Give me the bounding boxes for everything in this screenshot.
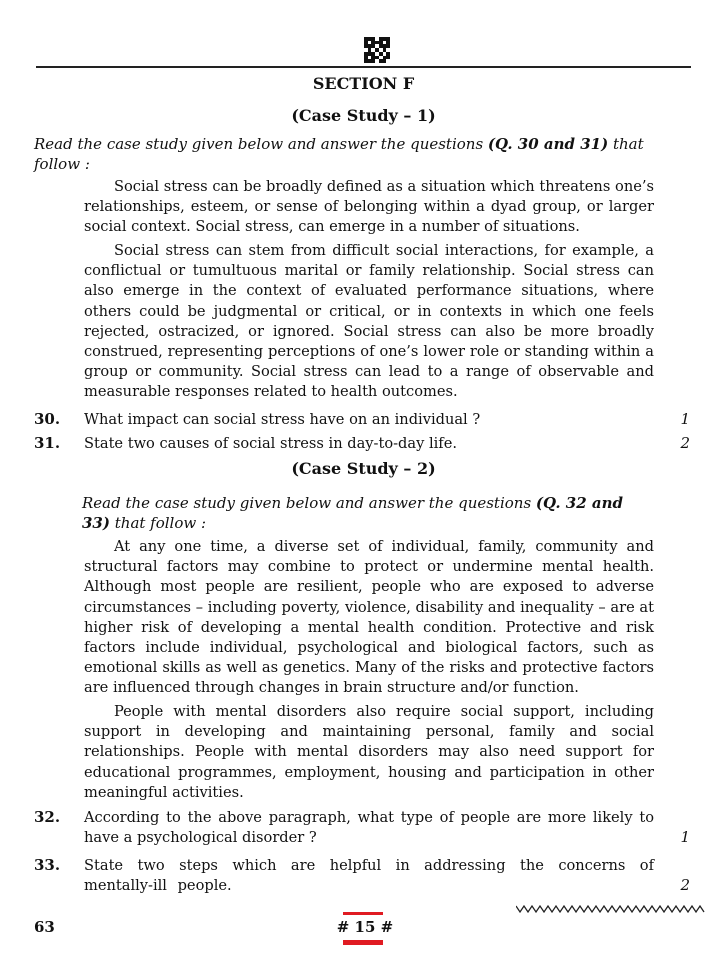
question-33-text: State two steps which are helpful in addressing the concerns of mentally-ill people. <box>84 857 654 894</box>
qr-code <box>364 37 390 63</box>
case2-heading: (Case Study – 2) <box>291 459 436 478</box>
case1-instruction-pre: Read the case study given below and answer the questions <box>34 135 488 153</box>
question-33-marks: 2 <box>680 876 690 894</box>
case2-instruction <box>82 493 656 533</box>
question-32-text: According to the above paragraph, what type of people are more likely to have a psychological disorder ? <box>84 809 654 846</box>
case1-paragraph-2-text: Social stress can stem from difficult social interactions, for example, a conflictual or tumultuous marital or family relationship. Social stress can also emerge in the context of evaluated performance situations, where others could be judgmental or critical, or in contexts in which one feels rejected, ostracized, or ignored. Social stress can also be more broadly construed, representing perceptions of one’s lower role or standing within a group or community. Social stress can lead to a range of observable and measurable responses related to health outcomes. <box>84 242 654 401</box>
case2-instruction-pre: Read the case study given below and answer the questions <box>82 494 536 512</box>
question-31-marks: 2 <box>680 434 690 452</box>
question-32-marks: 1 <box>680 828 690 846</box>
case1-paragraph-1 <box>84 177 654 238</box>
section-title: SECTION F <box>312 74 415 93</box>
case1-instruction-post: that follow : <box>34 135 644 173</box>
case2-paragraph-2-text: People with mental disorders also require social support, including support in developing and maintaining personal, family and social relationships. People with mental disorders may also need support for educational programmes, employment, housing and participation in other meaningful activities. <box>84 703 654 801</box>
question-32-number: 32. <box>34 808 61 826</box>
question-33-number: 33. <box>34 856 61 874</box>
wavy-line <box>516 906 704 912</box>
wavy-line-decoration <box>516 903 706 915</box>
page-number: # 15 # <box>336 918 394 936</box>
case1-paragraph-2 <box>84 241 654 403</box>
case1-heading: (Case Study – 1) <box>291 106 436 125</box>
question-30-number: 30. <box>34 410 61 428</box>
question-31-number: 31. <box>34 434 61 452</box>
case2-paragraph-1 <box>84 537 654 699</box>
case1-instruction <box>34 134 656 174</box>
case1-paragraph-1-text: Social stress can be broadly defined as a situation which threatens one’s relationships, esteem, or sense of belonging within a dyad group, or larger social context. Social stress, can emerge in a number of situations. <box>84 178 654 236</box>
top-rule <box>36 66 691 68</box>
case1-instruction-bold: (Q. 30 and 31) <box>487 135 609 153</box>
footer-red-bar-bottom <box>343 940 383 945</box>
case2-paragraph-1-text: At any one time, a diverse set of individual, family, community and structural factors may combine to protect or undermine mental health. Although most people are resilient, people who are exposed to adverse circumstances – including poverty, violence, disability and inequality – are at higher risk of developing a mental health condition. Protective and risk factors include individual, psychological and biological factors, such as emotional skills as well as genetics. Many of the risks and protective factors are influenced through changes in brain structure and/or function. <box>84 538 654 697</box>
question-30-marks: 1 <box>680 410 690 428</box>
case2-paragraph-2 <box>84 702 654 803</box>
question-31-text: State two causes of social stress in day-to-day life. <box>84 435 457 452</box>
footer-red-bar-top <box>343 912 383 915</box>
paper-code: 63 <box>34 918 55 936</box>
case2-instruction-bold: (Q. 32 and 33) <box>82 494 623 532</box>
case2-instruction-post: that follow : <box>109 514 207 532</box>
question-30-text: What impact can social stress have on an individual ? <box>84 411 481 428</box>
